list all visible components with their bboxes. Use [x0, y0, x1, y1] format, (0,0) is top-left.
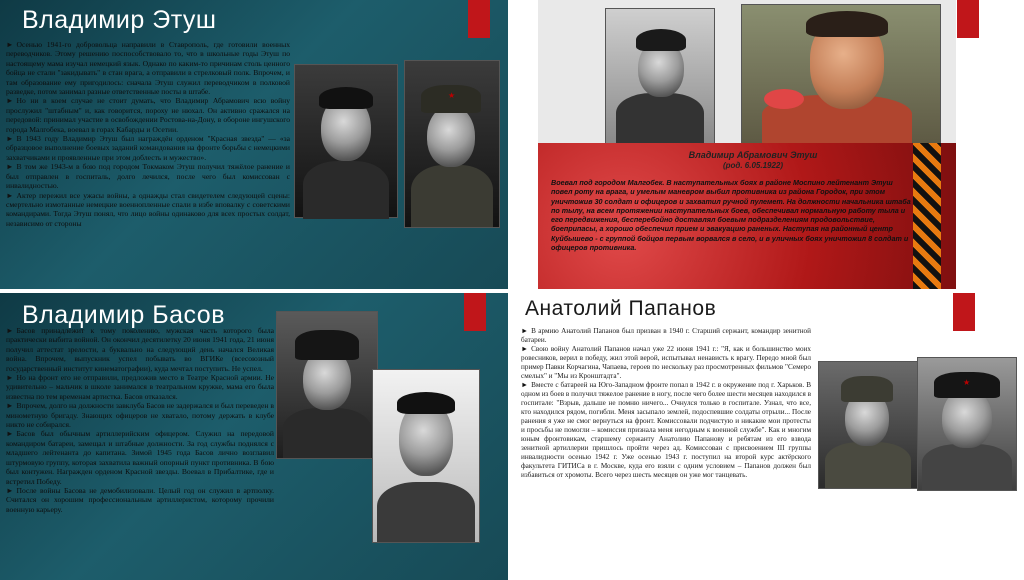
paragraph-text: Но ни в коем случае не стоит думать, что Владимир Абрамович всю войну прослужил "штабным" и, как говорится, пороху не нюхал. Он активно сражался на передовой: принимал участие в освобождении Ростова-на-Дону, в обороне ингушского города Малгобека, воевал в горах Кабарды и Осетии. [6, 96, 290, 134]
slide-body [6, 326, 274, 514]
slide-title: Владимир Этуш [22, 6, 217, 34]
paragraph-text: Осенью 1941-го добровольца направили в Ставрополь, где готовили военных переводчиков. Этому решению поспособствовало то, что в школьные годы Этуш по настоящему мама изучал немецкий язык. Однако по каким-то причинам столь ценного бойца не стали "закидывать" в стан врага, а отправили в стрелковый полк. Впрочем, и там образование ему пригодилось: сначала Этуш служил переводчиком в полковой разведке, потом занимал разные ответственные посты в штабе. [6, 40, 290, 97]
paragraph: ► Впрочем, долго на должности завклуба Басов не задержался и был переведен в минометную бригаду. Знающих офицеров не хватало, потому держать в клубе никто не собирался. [6, 401, 274, 430]
paragraph-text: Свою войну Анатолий Папанов начал уже 22 июня 1941 г.: "Я, как и большинство моих ровесников, верил в победу, жил этой верой, испытывал ненависть к врагу. Передо мной был пример Павки Корчагина, Чапаева, героев по нескольку раз просмотренных фильмов "Семеро смелых" и "Мы из Кронштадта". [521, 345, 811, 380]
paragraph-text: Актер пережил все ужасы войны, а однажды стал свидетелем следующей сцены: смертельно измотанные немецкие военнопленные спали в избе вповалку с советскими командирами. Тогда Этуш понял, что лицо войны одинаково для всех простых солдат, независимо от стороны [6, 190, 290, 228]
slide-body [6, 40, 290, 228]
paragraph-text: Вместе с батареей на Юго-Западном фронте попал в 1942 г. в окружение под г. Харьков. В одном из боев в получил тяжелое ранение в ногу, после чего более шести месяцев находился в госпитале: "Взрыв, дальше не помню ничего... Очнулся только в госпитале. Узнал, что все, кто находился рядом, погибли. Меня засыпало землей, подоспевшие солдаты отрыли... После ранения я уже не смог вернуться на фронт. Комиссовали подчистую и никакие мои протесты и просьбы не помогли – комиссия признала меня негодным к военной службе". Как и многим юным фронтовикам, старшему сержанту Анатолию Папанову и ребятам из его взвода зенитной артиллерии пришлось пройти через ад. Комиссован с присвоением III группы инвалидности осенью 1942 г. Уже осенью 1943 г. поступил на второй курс актёрского факультета ГИТИСа в г. Москве, куда его взяли с одним условием – Папанов должен был избавиться от хромоты. Всего через шесть месяцев он уже мог танцевать. [521, 381, 811, 479]
paragraph: ► После войны Басова не демобилизовали. Целый год он служил в артполку. Считался он хорошим профессиональным артиллеристом, которому прочили военную карьеру. [6, 485, 274, 514]
paragraph: ► Басов принадлежит к тому поколению, мужская часть которого была практически выбита войной. Он окончил десятилетку 20 июня 1941 года, 21 июня получил аттестат зрелости, а буквально на следующий день начался Великая война. Впрочем, выпускник успел побывать во ВГИКе (всесоюзный государственный институт кинематографии), куда мечтал поступить. Не успел. [6, 326, 274, 373]
slide-etush-text [0, 0, 508, 289]
etush-photo-young [294, 64, 398, 218]
star-icon: ★ [448, 91, 456, 100]
paragraph-text: В 1943 году Владимир Этуш был награждён орденом "Красная звезда" — «за образцовое выполнение боевых заданий командования на фронте борьбы с немецкими захватчиками и проявленные при этом доблесть и мужество». [6, 134, 290, 162]
star-icon: ★ [963, 378, 971, 387]
paragraph-text: Но на фронт его не отправили, предложив место в Театре Красной армии. Не удивительно – мальчик в школе занимался в театральном кружке, мама его была известна по тем временам артистка. Басов отказался. [6, 373, 274, 401]
paragraph-text: Впрочем, долго на должности завклуба Басов не задержался и был переведен в минометную бригаду. Знающих офицеров не хватало, потому держать в клубе никто не собирался. [6, 401, 274, 430]
paragraph-text: Басов принадлежит к тому поколению, мужская часть которого была практически выбита войной. Он окончил десятилетку 20 июня 1941 года, 21 июня получил аттестат зрелости, а буквально на следующий день начался Великая война. Впрочем, выпускник успел побывать во ВГИКе (всесоюзный государственный институт кинематографии), куда мечтал поступить. Не успел. [6, 326, 274, 373]
papanov-photo-young [818, 361, 918, 489]
slide-body [521, 327, 811, 480]
slide-title: Анатолий Папанов [525, 297, 717, 320]
poster-dates: (род. 6.05.1922) [722, 161, 784, 170]
paragraph: ► Вместе с батареей на Юго-Западном фронте попал в 1942 г. в окружение под г. Харьков. В одном из боев в получил тяжелое ранение в ногу, после чего более шести месяцев находился в госпитале: "Взрыв, дальше не помню ничего... Очнулся только в госпитале. Узнал, что все, кто находился рядом, погибли. Меня засыпало землей, подоспевшие солдаты отрыли... После ранения я уже не смог вернуться на фронт. Комиссовали подчистую и никакие мои протесты и просьбы не помогли – комиссия признала меня негодным к военной службе". Как и многим юным фронтовикам, старшему сержанту Анатолию Папанову и ребятам из его взвода зенитной артиллерии пришлось пройти через ад. Комиссован с присвоением III группы инвалидности осенью 1942 г. Уже осенью 1943 г. поступил на второй курс актёрского факультета ГИТИСа в г. Москве, куда его взяли с одним условием – Папанов должен был избавиться от хромоты. Всего через шесть месяцев он уже мог танцевать. [521, 381, 811, 479]
paragraph-text: После войны Басова не демобилизовали. Целый год он служил в артполку. Считался он хорошим профессиональным артиллеристом, которому прочили военную карьеру. [6, 485, 274, 514]
etush-photo-soldier [404, 60, 500, 228]
papanov-photo-officer [917, 357, 1017, 491]
paragraph: ► Но ни в коем случае не стоит думать, что Владимир Абрамович всю войну прослужил "штабным" и, как говорится, пороху не нюхал. Он активно сражался на передовой: принимал участие в освобождении Ростова-на-Дону, в обороне ингушского города Малгобека, воевал в горах Кабарды и Осетии. [6, 96, 290, 134]
paragraph: ► Басов был обычным артиллерийским офицером. Служил на передовой командиром батареи, замещал и штабные должности. За год службы поднялся с младшего лейтенанта до капитана. Зимой 1945 года Басов лично возглавил штурмовую группу, которая захватила важный опорный пункт противника. В бою был контужен. Награжден орденом Красной звезды. Воевал в Прибалтике, где и встретил Победу. [6, 429, 274, 486]
basov-photo-officer [372, 369, 480, 543]
paragraph: ► Но на фронт его не отправили, предложив место в Театре Красной армии. Не удивительно – мальчик в школе занимался в театральном кружке, мама его была известна по тем временам артистка. Басов отказался. [6, 373, 274, 401]
red-tab [953, 293, 975, 331]
poster-name: Владимир Абрамович Этуш [688, 150, 818, 160]
paragraph: ► Свою войну Анатолий Папанов начал уже 22 июня 1941 г.: "Я, как и большинство моих ровесников, верил в победу, жил этой верой, испытывал ненависть к врагу. Передо мной был пример Павки Корчагина, Чапаева, героев по нескольку раз просмотренных фильмов "Семеро смелых" и "Мы из Кронштадта". [521, 345, 811, 380]
paragraph: ► Осенью 1941-го добровольца направили в Ставрополь, где готовили военных переводчиков. Этому решению поспособствовало то, что в школьные годы Этуш по настоящему мама изучал немецкий язык. Однако по каким-то причинам столь ценного бойца не стали "закидывать" в стан врага, а отправили в стрелковый полк. Впрочем, и там образование ему пригодилось: сначала Этуш служил переводчиком в полковой разведке, потом занимал разные ответственные посты в штабе. [6, 40, 290, 97]
slide-etush-poster [513, 0, 1024, 289]
poster-text: Воевал под городом Малгобек. В наступательных боях в районе Моспино лейтенант Этуш повел роту на врага, и умелым маневром выбил противника из района Городок, при этом уничтожив 30 солдат и офицеров и захватил ручной пулемет. На должности начальника штаба по тылу, на всем протяжении наступательных боев, обеспечивал нормальную работу тыла и его передвижения, бесперебойно доставлял боевым подразделениям продовольствие, боеприпасы, а хорошо обеспечил прием и эвакуацию раненых. Наступая на районный центр Куйбышево - с группой бойцов первым ворвался в село, и в уличных боях уничтожил 8 солдат и офицеров противника. [551, 178, 911, 253]
slide-basov [0, 293, 508, 580]
paragraph-text: Басов был обычным артиллерийским офицером. Служил на передовой командиром батареи, замещал и штабные должности. За год службы поднялся с младшего лейтенанта до капитана. Зимой 1945 года Басов лично возглавил штурмовую группу, которая захватила важный опорный пункт противника. В бою был контужен. Награжден орденом Красной звезды. Воевал в Прибалтике, где и встретил Победу. [6, 429, 274, 486]
paragraph: ► В армию Анатолий Папанов был призван в 1940 г. Старший сержант, командир зенитной батареи. [521, 327, 811, 344]
paragraph: ► Актер пережил все ужасы войны, а однажды стал свидетелем следующей сцены: смертельно измотанные немецкие военнопленные спали в избе вповалку с советскими командирами. Тогда Этуш понял, что лицо войны одинаково для всех простых солдат, независимо от стороны [6, 190, 290, 228]
paragraph: ► В 1943 году Владимир Этуш был награждён орденом "Красная звезда" — «за образцовое выполнение боевых заданий командования на фронте борьбы с немецкими захватчиками и проявленные при этом доблесть и мужество». [6, 134, 290, 162]
etush-poster-photo-color [741, 4, 941, 144]
st-george-ribbon [913, 143, 941, 289]
slide-title: Владимир Басов [22, 301, 225, 329]
red-tab [957, 0, 979, 38]
paragraph: ► В том же 1943-м в бою под городом Токмаком Этуш получил тяжёлое ранение и был отправлен в госпиталь, долго лечился, после чего был комиссован с инвалидностью. [6, 162, 290, 191]
red-tab [464, 293, 486, 331]
paragraph-text: В том же 1943-м в бою под городом Токмаком Этуш получил тяжёлое ранение и был отправлен в госпиталь, долго лечился, после чего был комиссован с инвалидностью. [6, 162, 290, 191]
etush-poster-photo-bw [605, 8, 715, 144]
paragraph-text: В армию Анатолий Папанов был призван в 1940 г. Старший сержант, командир зенитной батареи. [521, 327, 811, 344]
red-tab [468, 0, 490, 38]
slide-papanov [513, 293, 1024, 580]
basov-photo-cap [276, 311, 378, 459]
